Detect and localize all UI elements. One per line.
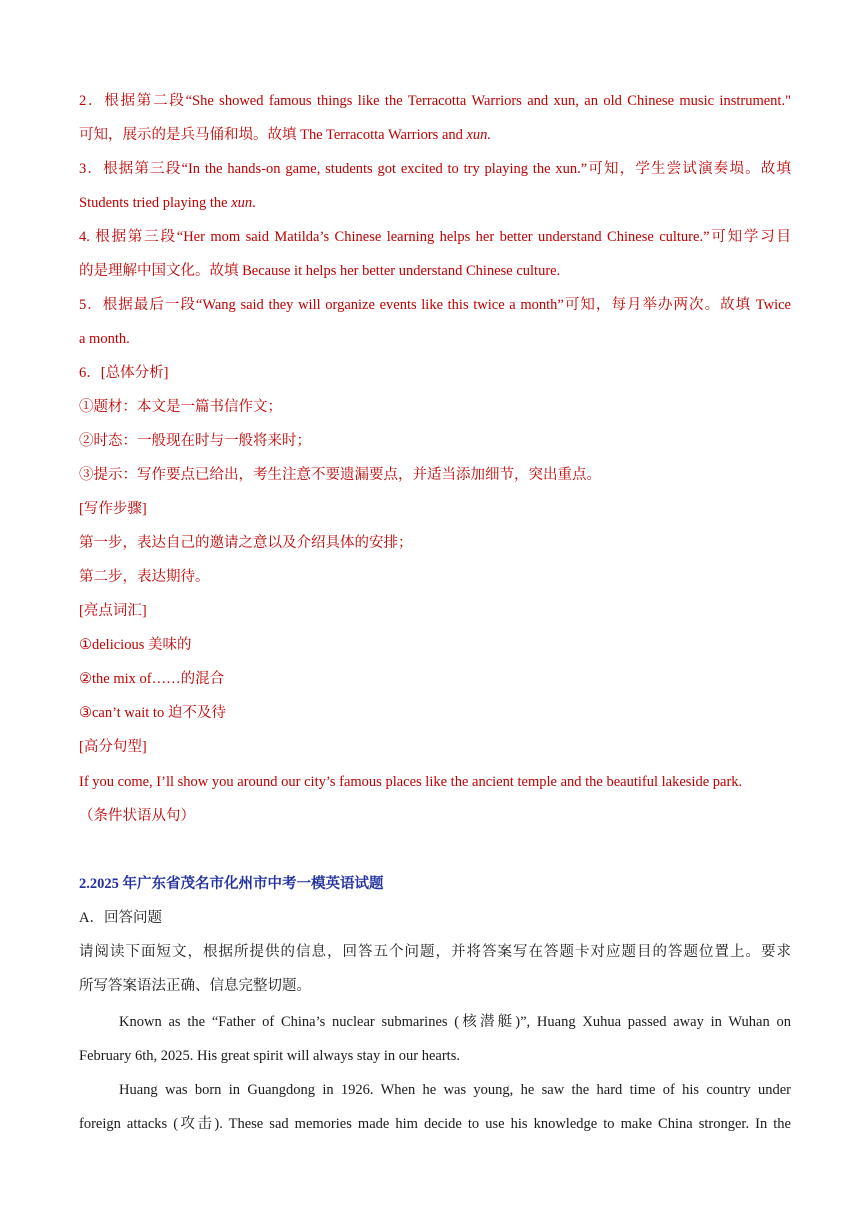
sentence-pattern-note: （条件状语从句） <box>79 808 195 824</box>
writing-steps-heading: [写作步骤] <box>79 501 147 517</box>
vocabulary-item-1: ①delicious 美味的 <box>79 637 192 653</box>
passage-paragraph-1-line-2: February 6th, 2025. His great spirit will always stay in our hearts. <box>79 1048 460 1064</box>
passage-paragraph-2-line-1: Huang was born in Guangdong in 1926. When he was young, he saw the hard time of his country under <box>119 1082 791 1098</box>
analysis-topic: ①题材：本文是一篇书信作文； <box>79 399 282 415</box>
answer-5-line-1: 5．根据最后一段“Wang said they will organize events like this twice a month”可知，每月举办两次。故填 Twice <box>79 297 791 313</box>
answer-4-line-2: 的是理解中国文化。故填 Because it helps her better understand Chinese culture. <box>79 263 561 279</box>
instruction-line-2: 所写答案语法正确、信息完整切题。 <box>79 978 311 994</box>
answer-3-text: Students tried playing the <box>79 195 232 211</box>
answer-2-italic: xun. <box>466 127 492 143</box>
writing-step-2: 第二步，表达期待。 <box>79 569 210 585</box>
answer-2-line-1: 2．根据第二段“She showed famous things like the Terracotta Warriors and xun, an old Chinese music instrument." <box>79 93 791 109</box>
section-title: 2.2025 年广东省茂名市化州市中考一模英语试题 <box>79 876 384 892</box>
passage-paragraph-2-line-2: foreign attacks (攻击). These sad memories made him decide to use his knowledge to make China stronger. In the <box>79 1116 791 1132</box>
answer-3-line-1: 3．根据第三段“In the hands-on game, students got excited to try playing the xun.”可知，学生尝试演奏埙。故填 <box>79 161 791 177</box>
part-heading: A．回答问题 <box>79 910 162 926</box>
answer-2-text: 可知，展示的是兵马俑和埙。故填 The Terracotta Warriors and <box>79 127 467 143</box>
vocabulary-item-2: ②the mix of……的混合 <box>79 671 225 687</box>
vocabulary-item-3: ③can’t wait to 迫不及待 <box>79 705 226 721</box>
answer-3-line-2 <box>79 193 791 213</box>
analysis-tense: ②时态：一般现在时与一般将来时； <box>79 433 311 449</box>
writing-step-1: 第一步，表达自己的邀请之意以及介绍具体的安排； <box>79 535 413 551</box>
answer-2-line-2 <box>79 125 791 145</box>
answer-4-line-1: 4. 根据第三段“Her mom said Matilda’s Chinese learning helps her better understand Chinese culture.”可知学习目 <box>79 229 791 245</box>
sentence-pattern-example: If you come, I’ll show you around our city’s famous places like the ancient temple and the beautiful lakeside park. <box>79 774 743 790</box>
analysis-heading: 6．[总体分析] <box>79 365 169 381</box>
answer-3-period: . <box>252 195 256 211</box>
analysis-tip: ③提示：写作要点已给出，考生注意不要遗漏要点，并适当添加细节，突出重点。 <box>79 467 601 483</box>
sentence-pattern-heading: [高分句型] <box>79 739 147 755</box>
vocabulary-heading: [亮点词汇] <box>79 603 147 619</box>
answer-5-line-2: a month. <box>79 331 130 347</box>
instruction-line-1: 请阅读下面短文，根据所提供的信息，回答五个问题，并将答案写在答题卡对应题目的答题位置上。要求 <box>79 944 791 960</box>
answer-3-italic: xun <box>231 195 253 211</box>
passage-paragraph-1-line-1: Known as the “Father of China’s nuclear submarines (核潜艇)”, Huang Xuhua passed away in Wuhan on <box>119 1014 791 1030</box>
